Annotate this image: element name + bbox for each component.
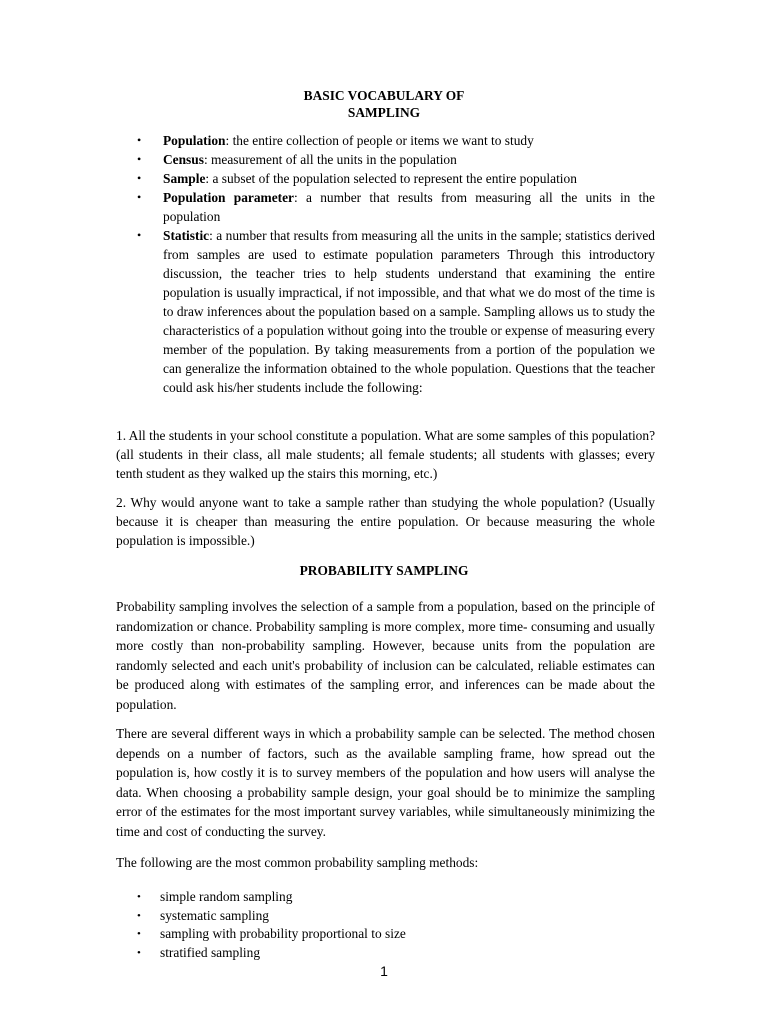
page-number: 1 [380,963,388,979]
method-item: • stratified sampling [137,944,406,963]
methods-list [137,888,406,962]
vocabulary-definition: : a subset of the population selected to represent the entire population [205,171,577,186]
method-item: • systematic sampling [137,907,406,926]
vocabulary-list [137,131,655,397]
vocabulary-definition: : a number that results from measuring all the units in the population [163,190,655,224]
vocabulary-term: Population parameter [163,190,295,205]
question-2: 2. Why would anyone want to take a sample rather than studying the whole population? (Usually because it is cheaper than measuring the entire population. Or because measuring the whole population is impossible.) [116,495,655,549]
method-item: • simple random sampling [137,888,406,907]
vocabulary-definition: : a number that results from measuring all the units in the sample; statistics derived from samples are used to estimate population parameters Through this introductory discussion, the teacher tries to help students understand that examining the entire population is usually impractical, if not impossible, and that what we do most of the time is to draw inferences about the population based on a sample. Sampling allows us to study the characteristics of a population without going into the trouble or expense of measuring every member of the population. By taking measurements from a portion of the population we can generalize the information obtained to the whole population. Questions that the teacher could ask his/her students include the following: [163,228,655,395]
question-1: 1. All the students in your school constitute a population. What are some samples of this population? (all students in their class, all male students; all female students; all students with glasses; every tenth student as they walked up the stairs this morning, etc.) [116,428,656,482]
vocabulary-term: Census [163,152,204,167]
page-title-line-1: BASIC VOCABULARY OF [303,88,465,103]
probability-paragraph-1: Probability sampling involves the selection of a sample from a population, based on the principle of randomization or chance. Probability sampling is more complex, more time- consuming and usually more costly than non-probability sampling. However, because units from the population are randomly selected and each unit's probability of inclusion can be calculated, reliable estimates can be produced along with estimates of the sampling error, and inferences can be made about the population. [116,599,655,712]
vocabulary-item [137,188,655,226]
vocabulary-item [137,169,655,188]
vocabulary-definition: : the entire collection of people or items we want to study [225,133,534,148]
section-heading: PROBABILITY SAMPLING [299,563,469,578]
page-title [0,87,768,121]
method-item: • sampling with probability proportional to size [137,925,406,944]
vocabulary-item [137,131,655,150]
probability-paragraph-2: There are several different ways in which a probability sample can be selected. The method chosen depends on a number of factors, such as the available sampling frame, how spread out the population is, how costly it is to survey members of the population and how users will analyse the data. When choosing a probability sample design, your goal should be to minimize the sampling error of the estimates for the most important survey variables, while simultaneously minimizing the time and cost of conducting the survey. [116,726,655,839]
vocabulary-term: Sample [163,171,206,186]
page-title-line-2: SAMPLING [347,105,421,120]
vocabulary-term: Population [163,133,226,148]
vocabulary-term: Statistic [163,228,210,243]
vocabulary-definition: : measurement of all the units in the population [203,152,457,167]
vocabulary-item [137,226,655,397]
vocabulary-item [137,150,655,169]
methods-intro: The following are the most common probability sampling methods: [116,855,479,870]
